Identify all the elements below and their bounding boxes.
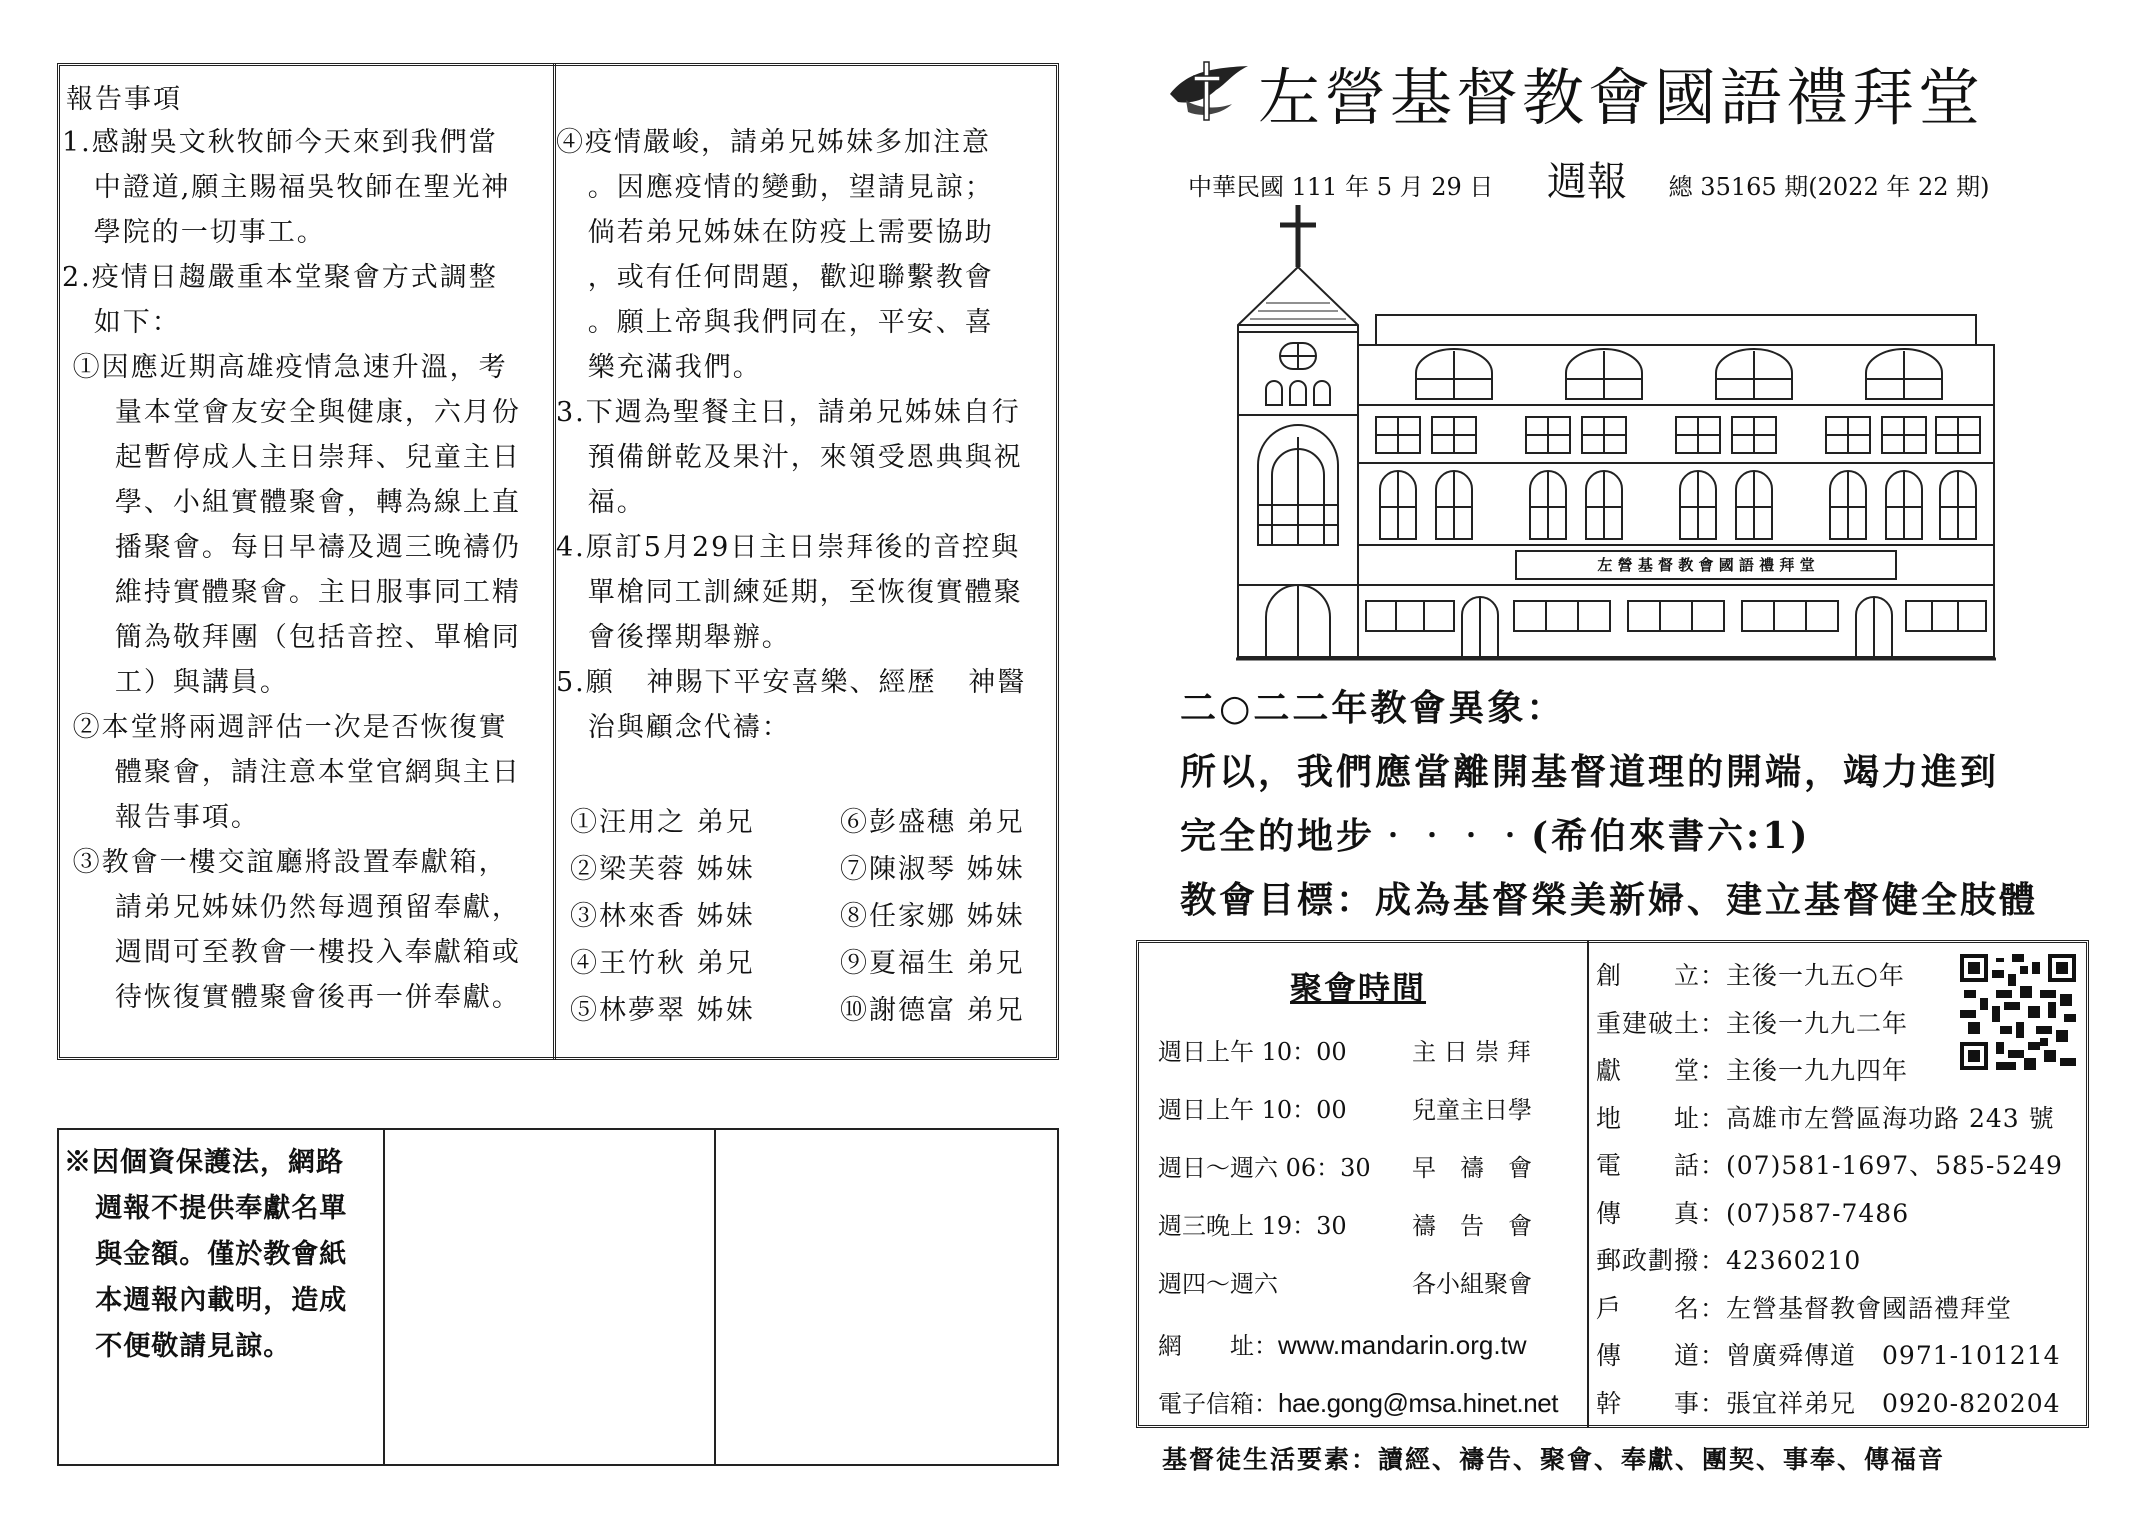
prayer-name: ⑧任家娜 姊妹 bbox=[840, 901, 1025, 932]
privacy-box-divider bbox=[383, 1128, 385, 1466]
meeting-time: 週日上午 10：00 bbox=[1158, 1038, 1347, 1066]
announcement-line: ④疫情嚴峻，請弟兄姊妹多加注意 bbox=[556, 127, 991, 158]
website-link[interactable]: www.mandarin.org.tw bbox=[1278, 1330, 1527, 1360]
announcement-line: 體聚會，請注意本堂官網與主日 bbox=[62, 757, 521, 788]
announcements-heading: 報告事項 bbox=[66, 84, 182, 115]
announcement-line: 學院的一切事工。 bbox=[62, 217, 326, 248]
building-sign: 左 營 基 督 教 會 國 語 禮 拜 堂 bbox=[1597, 556, 1815, 574]
prayer-name: ①汪用之 弟兄 bbox=[570, 807, 755, 838]
meeting-name: 禱 告 會 bbox=[1412, 1212, 1532, 1240]
announcement-line: 週間可至教會一樓投入奉獻箱或 bbox=[62, 937, 521, 968]
meeting-name: 兒童主日學 bbox=[1412, 1096, 1532, 1124]
church-info-line: 重建破土：主後一九九二年 bbox=[1596, 1008, 1909, 1038]
prayer-name: ⑥彭盛穗 弟兄 bbox=[840, 807, 1025, 838]
announcement-line: ①因應近期高雄疫情急速升溫，考 bbox=[62, 352, 508, 383]
header-info bbox=[1188, 150, 1990, 207]
privacy-notice-line: 不便敬請見諒。 bbox=[64, 1331, 292, 1362]
privacy-notice-line: 週報不提供奉獻名單 bbox=[64, 1193, 348, 1224]
announcement-line: 樂充滿我們。 bbox=[556, 352, 762, 383]
announcement-line: 播聚會。每日早禱及週三晚禱仍 bbox=[62, 532, 521, 563]
announcement-line: 起暫停成人主日崇拜、兒童主日 bbox=[62, 442, 521, 473]
announcement-line: ，或有任何問題，歡迎聯繫教會 bbox=[556, 262, 994, 293]
announcement-line: 。因應疫情的變動，望請見諒； bbox=[556, 172, 994, 203]
bulletin-label: 週報 bbox=[1547, 159, 1628, 205]
announcement-line: 如下： bbox=[62, 307, 181, 338]
email-link[interactable]: hae.gong@msa.hinet.net bbox=[1278, 1388, 1558, 1418]
announcement-line: 量本堂會友安全與健康，六月份 bbox=[62, 397, 521, 428]
church-info-line: 郵政劃撥：42360210 bbox=[1596, 1246, 1862, 1275]
prayer-name: ⑤林夢翠 姊妹 bbox=[570, 995, 755, 1026]
church-logo bbox=[1166, 60, 1252, 126]
announcement-line: 單槍同工訓練延期，至恢復實體聚 bbox=[556, 577, 1023, 608]
email-row bbox=[1158, 1384, 1558, 1419]
email-label: 電子信箱： bbox=[1158, 1390, 1278, 1418]
meeting-name: 各小組聚會 bbox=[1412, 1270, 1532, 1298]
christian-life-essentials: 基督徒生活要素：讀經、禱告、聚會、奉獻、團契、事奉、傳福音 bbox=[1162, 1445, 1946, 1474]
website-row bbox=[1158, 1326, 1527, 1361]
announcement-line: 會後擇期舉辦。 bbox=[556, 622, 791, 653]
prayer-name: ③林來香 姊妹 bbox=[570, 901, 755, 932]
church-info-line: 地 址：高雄市左營區海功路 243 號 bbox=[1596, 1103, 2055, 1133]
privacy-notice-line: 與金額。僅於教會紙 bbox=[64, 1239, 348, 1270]
meeting-time: 週三晚上 19：30 bbox=[1158, 1212, 1347, 1240]
announcement-line: 3.下週為聖餐主日，請弟兄姊妹自行 bbox=[556, 397, 1021, 428]
meeting-time: 週日～週六 06：30 bbox=[1158, 1154, 1371, 1182]
qr-code bbox=[1960, 954, 2076, 1074]
prayer-name: ⑦陳淑琴 姊妹 bbox=[840, 854, 1025, 885]
announcement-line: 福。 bbox=[556, 487, 646, 518]
vision-heading: 二○二二年教會異象： bbox=[1180, 687, 1566, 729]
church-info-line: 電 話：(07)581-1697、585-5249 bbox=[1596, 1151, 2063, 1180]
church-goal: 教會目標：成為基督榮美新婦、建立基督健全肢體 bbox=[1180, 879, 2039, 921]
church-building-illustration bbox=[1236, 205, 1996, 669]
privacy-notice-line: 本週報內載明，造成 bbox=[64, 1285, 348, 1316]
announcement-line: ②本堂將兩週評估一次是否恢復實 bbox=[62, 712, 508, 743]
announcement-line: 5.願 神賜下平安喜樂、經歷 神醫 bbox=[556, 667, 1027, 698]
announcement-line: 學、小組實體聚會，轉為線上直 bbox=[62, 487, 521, 518]
bulletin-date: 中華民國 111 年 5 月 29 日 bbox=[1188, 173, 1494, 201]
church-info-line: 幹 事：張宜祥弟兄 0920-820204 bbox=[1596, 1388, 2061, 1418]
prayer-name: ⑨夏福生 弟兄 bbox=[840, 948, 1025, 979]
announcement-line: 4.原訂5月29日主日崇拜後的音控與 bbox=[556, 532, 1021, 563]
announcement-line: 。願上帝與我們同在，平安、喜 bbox=[556, 307, 994, 338]
meeting-time: 週日上午 10：00 bbox=[1158, 1096, 1347, 1124]
announcement-line: 待恢復實體聚會後再一併奉獻。 bbox=[62, 982, 521, 1013]
meeting-time: 週四～週六 bbox=[1158, 1270, 1278, 1298]
website-label: 網 址： bbox=[1158, 1332, 1278, 1360]
privacy-notice-line: ※因個資保護法，網路 bbox=[64, 1147, 344, 1178]
announcement-line: 倘若弟兄姊妹在防疫上需要協助 bbox=[556, 217, 994, 248]
meeting-name: 主 日 崇 拜 bbox=[1412, 1038, 1531, 1066]
announcement-line: ③教會一樓交誼廳將設置奉獻箱， bbox=[62, 847, 508, 878]
church-info-line: 獻 堂：主後一九九四年 bbox=[1596, 1056, 1909, 1085]
announcement-line: 請弟兄姊妹仍然每週預留奉獻， bbox=[62, 892, 521, 923]
announcement-line: 2.疫情日趨嚴重本堂聚會方式調整 bbox=[62, 262, 498, 293]
church-info-line: 戶 名：左營基督教會國語禮拜堂 bbox=[1596, 1293, 2013, 1323]
announcement-line: 報告事項。 bbox=[62, 802, 260, 833]
privacy-box-divider bbox=[714, 1128, 716, 1466]
vision-verse-line-2: 完全的地步‧‧‧‧(希伯來書六:1) bbox=[1180, 815, 1811, 857]
church-name: 左營基督教會國語禮拜堂 bbox=[1258, 61, 1985, 134]
announcement-line: 工）與講員。 bbox=[62, 667, 289, 698]
church-info-line: 傳 道：曾廣舜傳道 0971-101214 bbox=[1596, 1341, 2061, 1370]
church-info-line: 創 立：主後一九五○年 bbox=[1596, 961, 1905, 990]
prayer-name: ④王竹秋 弟兄 bbox=[570, 948, 755, 979]
prayer-name: ⑩謝德富 弟兄 bbox=[840, 995, 1025, 1026]
meeting-name: 早 禱 會 bbox=[1412, 1154, 1532, 1182]
announcement-line: 1.感謝吳文秋牧師今天來到我們當 bbox=[62, 127, 498, 158]
announcement-line: 治與顧念代禱： bbox=[556, 712, 791, 743]
church-info-line: 傳 真：(07)587-7486 bbox=[1596, 1198, 1910, 1228]
prayer-name: ②梁芙蓉 姊妹 bbox=[570, 854, 755, 885]
announcement-line: 預備餅乾及果汁，來領受恩典與祝 bbox=[556, 442, 1023, 473]
meeting-box-divider bbox=[1587, 940, 1589, 1428]
announcement-line: 中證道,願主賜福吳牧師在聖光神 bbox=[62, 172, 511, 203]
meeting-times-title: 聚會時間 bbox=[1290, 969, 1427, 1007]
announcement-line: 簡為敬拜團（包括音控、單槍同 bbox=[62, 622, 521, 653]
vision-verse-line-1: 所以，我們應當離開基督道理的開端，竭力進到 bbox=[1180, 751, 2000, 793]
announcement-line: 維持實體聚會。主日服事同工精 bbox=[62, 577, 521, 608]
issue-number: 總 35165 期(2022 年 22 期) bbox=[1668, 173, 1990, 201]
